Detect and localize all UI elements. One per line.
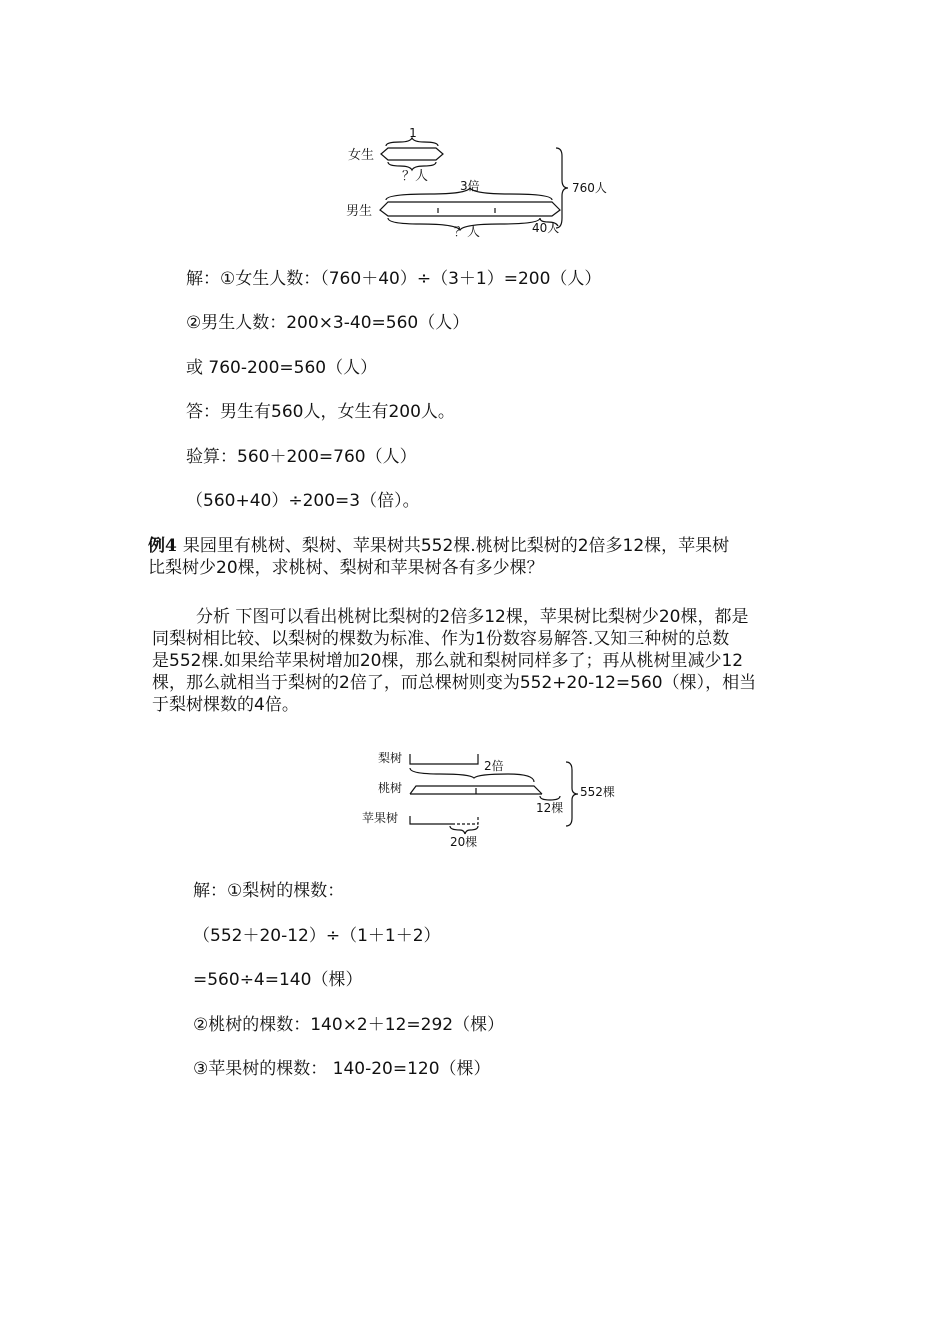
total-label: 760人	[572, 181, 607, 195]
boys-bar	[380, 202, 560, 216]
apple-bar	[410, 816, 452, 824]
twelve-label: 12棵	[536, 801, 564, 815]
girls-boys-diagram	[0, 120, 950, 370]
apple-label: 苹果树	[362, 811, 399, 825]
solution1-answer: 答：男生有560人，女生有200人。	[186, 402, 455, 422]
example4-line2: 比梨树少20棵，求桃树、梨树和苹果树各有多少棵？	[148, 558, 544, 578]
analysis-line4: 棵，那么就相当于梨树的2倍了，而总棵树则变为552+20-12=560（棵），相当	[152, 673, 757, 693]
girls-bar	[381, 148, 443, 160]
two-times-label: 2倍	[484, 759, 504, 773]
analysis-line1: 分析 下图可以看出桃树比梨树的2倍多12棵，苹果树比梨树少20棵，都是	[196, 607, 749, 627]
example4-line1: 果园里有桃树、梨树、苹果树共552棵.桃树比梨树的2倍多12棵，苹果树	[182, 536, 730, 556]
forty-label: 40人	[532, 221, 560, 235]
pear-label: 梨树	[378, 751, 403, 765]
pear-bar	[410, 754, 478, 764]
solution1-line2: ②男生人数：200×3-40=560（人）	[186, 313, 470, 333]
twenty-label: 20棵	[450, 835, 478, 849]
solution1-check: 验算：560＋200=760（人）	[186, 447, 417, 467]
twenty-brace	[450, 826, 478, 834]
twenty-segment	[452, 816, 478, 824]
two-times-brace	[410, 768, 534, 782]
solution2-line5: ③苹果树的棵数： 140-20=120（棵）	[193, 1059, 491, 1079]
solution2-line4: ②桃树的棵数：140×2＋12=292（棵）	[193, 1015, 505, 1035]
analysis-paragraph	[152, 606, 756, 716]
twelve-brace	[540, 796, 560, 800]
total-brace-2	[566, 762, 578, 826]
three-times-label: 3倍	[460, 179, 480, 193]
girls-unknown: ？人	[402, 169, 429, 184]
total-brace	[556, 148, 568, 228]
solution2-line1: 解：①梨树的棵数：	[193, 881, 345, 901]
total-label-2: 552棵	[580, 785, 615, 799]
analysis-line5: 于梨树棵数的4倍。	[152, 695, 299, 715]
boys-unknown: ？人	[454, 225, 481, 240]
boys-label: 男生	[346, 204, 373, 219]
solution1-check2: （560+40）÷200=3（倍）。	[186, 491, 420, 511]
analysis-line3: 是552棵.如果给苹果树增加20棵，那么就和梨树同样多了；再从桃树里减少12	[152, 651, 744, 671]
solution1-line1: 解：①女生人数：（760＋40）÷（3＋1）=200（人）	[186, 269, 602, 289]
girls-label: 女生	[348, 148, 375, 163]
solution2-line3: =560÷4=140（棵）	[193, 970, 363, 990]
analysis-line2: 同梨树相比较、以梨树的棵数为标准、作为1份数容易解答.又知三种树的总数	[152, 629, 730, 649]
example4-label: 例4	[148, 536, 177, 556]
peach-label: 桃树	[378, 781, 403, 795]
solution1-line3: 或 760-200=560（人）	[186, 358, 378, 378]
one-label: 1	[409, 126, 417, 140]
trees-diagram	[0, 742, 950, 862]
solution2-line2: （552＋20-12）÷（1＋1＋2）	[193, 926, 441, 946]
example4-problem	[148, 535, 729, 579]
